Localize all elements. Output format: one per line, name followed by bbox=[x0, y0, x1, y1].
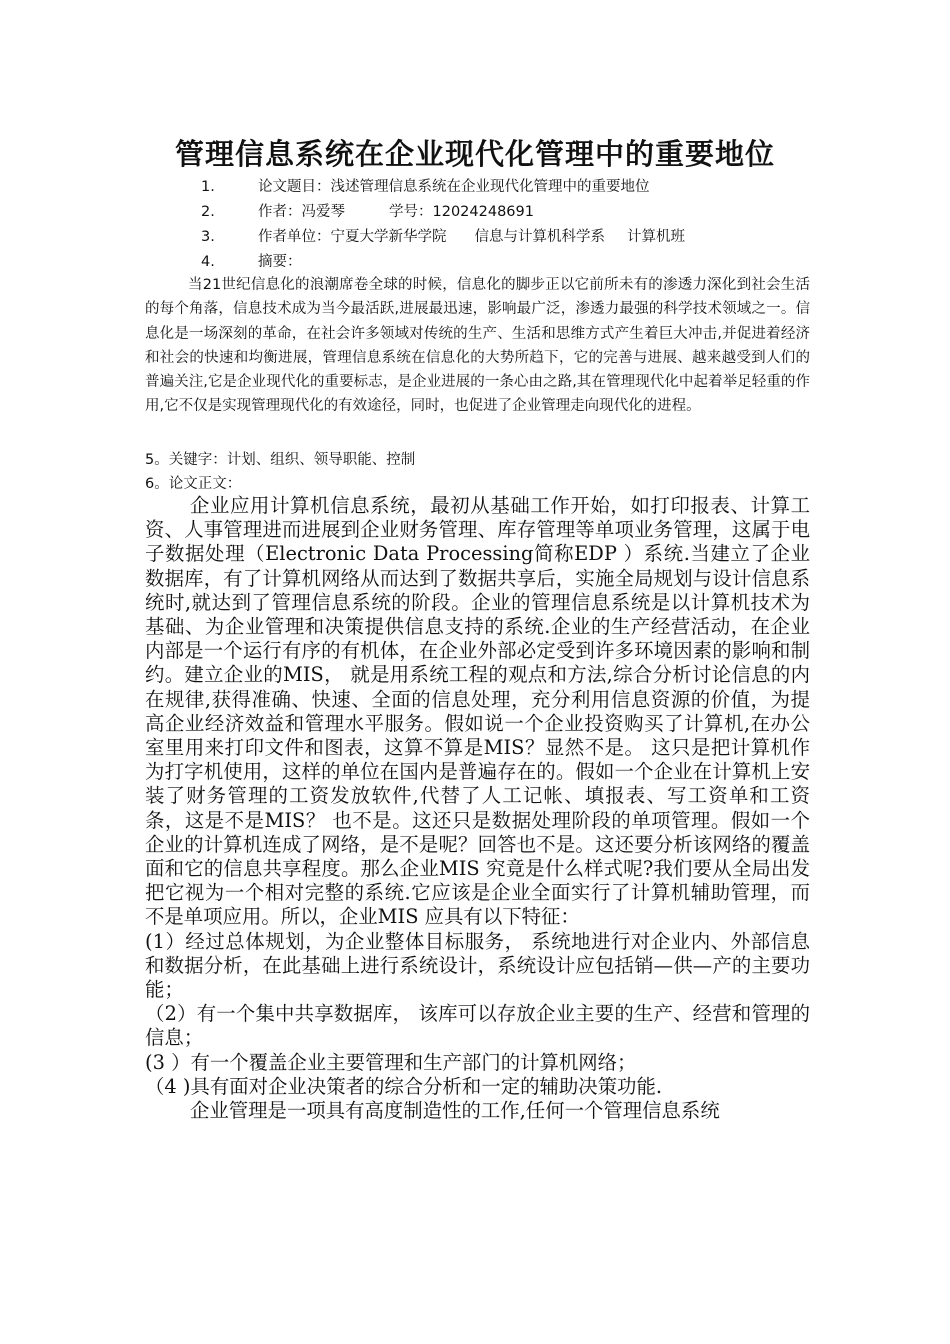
keywords-line: 5。关键字：计划、组织、领导职能、控制 bbox=[145, 452, 416, 468]
body-paragraph: 企业管理是一项具有高度制造性的工作,任何一个管理信息系统 bbox=[190, 1099, 720, 1123]
meta-item-abstract-heading bbox=[201, 251, 302, 273]
class-name: 计算机班 bbox=[627, 229, 685, 245]
meta-number: 1. bbox=[201, 179, 215, 195]
meta-item-affiliation bbox=[201, 226, 685, 248]
affiliation: 作者单位：宁夏大学新华学院 bbox=[258, 229, 447, 245]
author-name: 作者：冯爱琴 bbox=[258, 204, 345, 220]
abstract-heading: 摘要： bbox=[258, 254, 302, 270]
body-text bbox=[145, 494, 810, 1123]
feature-item-2: （2）有一个集中共享数据库， 该库可以存放企业主要的生产、经营和管理的信息； bbox=[145, 1002, 810, 1050]
meta-number: 3. bbox=[201, 229, 215, 245]
abstract-paragraph: 当21世纪信息化的浪潮席卷全球的时候，信息化的脚步正以它前所未有的渗透力深化到社会生活的每个角落，信息技术成为当今最活跃,进展最迅速，影响最广泛，渗透力最强的科学技术领域之一。信息化是一场深刻的革命，在社会许多领域对传统的生产、生活和思维方式产生着巨大冲击,并促进着经济和社会的快速和均衡进展，管理信息系统在信息化的大势所趋下，它的完善与进展、越来越受到人们的普遍关注,它是企业现代化的重要标志，是企业进展的一条心由之路,其在管理现代化中起着举足轻重的作用,它不仅是实现管理现代化的有效途径，同时，也促进了企业管理走向现代化的进程。 bbox=[145, 277, 810, 415]
student-id: 学号：12024248691 bbox=[389, 204, 534, 220]
body-paragraph: 企业应用计算机信息系统，最初从基础工作开始，如打印报表、计算工资、人事管理进而进展到企业财务管理、库存管理等单项业务管理，这属于电子数据处理（Electronic Data Processing简称EDP ）系统.当建立了企业数据库，有了计算机网络从而达到了数据共享后，实施全局规划与设计信息系统时,就达到了管理信息系统的阶段。企业的管理信息系统是以计算机技术为基础、为企业管理和决策提供信息支持的系统.企业的生产经营活动，在企业内部是一个运行有序的有机体，在企业外部必定受到许多环境因素的影响和制约。建立企业的MIS， 就是用系统工程的观点和方法,综合分析讨论信息的内在规律,获得准确、快速、全面的信息处理，充分利用信息资源的价值，为提高企业经济效益和管理水平服务。假如说一个企业投资购买了计算机,在办公室里用来打印文件和图表，这算不算是MIS？显然不是。 这只是把计算机作为打字机使用，这样的单位在国内是普遍存在的。假如一个企业在计算机上安装了财务管理的工资发放软件,代替了人工记帐、填报表、写工资单和工资条，这是不是MIS？ 也不是。这还只是数据处理阶段的单项管理。假如一个企业的计算机连成了网络，是不是呢？回答也不是。这还要分析该网络的覆盖面和它的信息共享程度。那么企业MIS 究竟是什么样式呢?我们要从全局出发把它视为一个相对完整的系统.它应该是企业全面实行了计算机辅助管理，而不是单项应用。所以，企业MIS 应具有以下特征： bbox=[145, 494, 810, 929]
meta-text: 论文题目：浅述管理信息系统在企业现代化管理中的重要地位 bbox=[258, 179, 650, 195]
feature-item-4: （4 )具有面对企业决策者的综合分析和一定的辅助决策功能. bbox=[145, 1074, 662, 1098]
department: 信息与计算机科学系 bbox=[474, 229, 605, 245]
meta-number: 2. bbox=[201, 204, 215, 220]
meta-item-topic bbox=[201, 176, 650, 198]
feature-item-3: (3 ）有一个覆盖企业主要管理和生产部门的计算机网络； bbox=[145, 1050, 637, 1074]
meta-item-author bbox=[201, 201, 534, 223]
body-heading: 6。论文正文： bbox=[145, 476, 242, 492]
meta-number: 4. bbox=[201, 254, 215, 270]
document-title: 管理信息系统在企业现代化管理中的重要地位 bbox=[174, 137, 775, 171]
feature-item-1: (1）经过总体规划，为企业整体目标服务， 系统地进行对企业内、外部信息和数据分析，在此基础上进行系统设计，系统设计应包括销—供—产的主要功能； bbox=[145, 929, 810, 1002]
